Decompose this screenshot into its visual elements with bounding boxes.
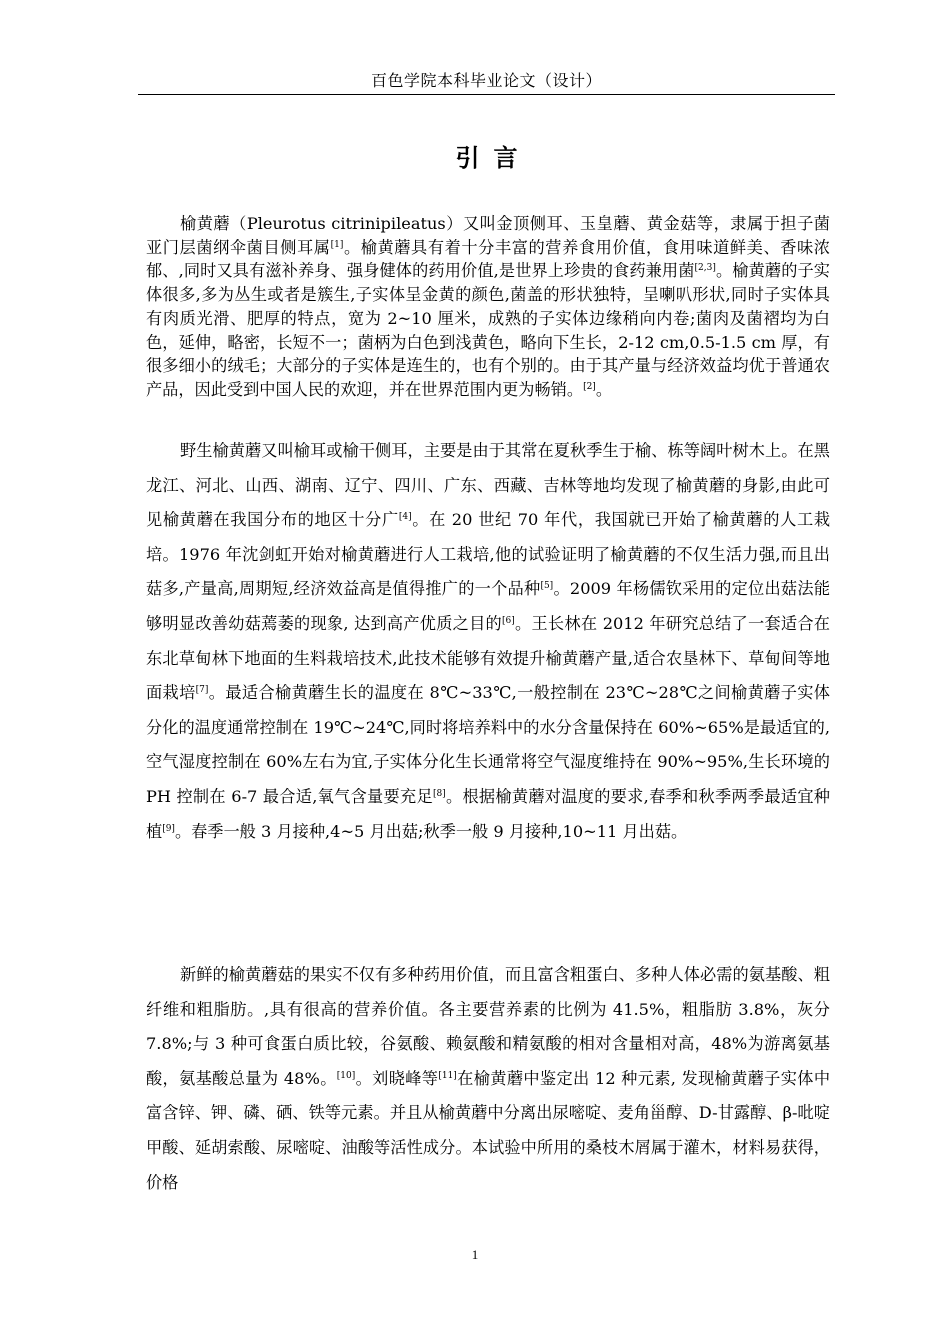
paragraph-introduction-1 [146, 212, 830, 402]
citation-marker: [7] [195, 685, 209, 696]
running-header: 百色学院本科毕业论文（设计） [138, 70, 835, 95]
citation-marker: [10] [336, 1070, 356, 1081]
text-run: 。 [595, 379, 612, 399]
text-run: 。春季一般 3 月接种,4~5 月出菇;秋季一般 9 月接种,10~11 月出菇。 [174, 821, 688, 841]
citation-marker: [6] [502, 615, 515, 626]
paragraph-introduction-3 [146, 958, 830, 1200]
text-run: 。榆黄蘑的子实体很多,多为丛生或者是簇生,子实体呈金黄的颜色,菌盖的形状独特，呈喇叭形状,同时子实体具有肉质光滑、肥厚的特点，宽为 2~10 厘米，成熟的子实体边缘稍向内卷;菌肉及菌褶均为白色，延伸，略密，长短不一；菌柄为白色到浅黄色，略向下生长，2-12 cm,0.5-1.5 cm 厚，有很多细小的绒毛；大部分的子实体是连生的，也有个别的。由于其产量与经济效益均优于普通农产品，因此受到中国人民的欢迎，并在世界范围内更为畅销。 [146, 261, 830, 399]
text-run: 。榆黄蘑具有着十分丰富的营养食用价值，食用味道鲜美、香味浓郁、,同时又具有滋补养身、强身健体的药用价值,是世界上珍贵的食药兼用菌 [146, 237, 830, 281]
citation-marker: [2,3] [694, 263, 716, 274]
text-run: 。刘晓峰等 [355, 1068, 439, 1088]
citation-marker: [8] [432, 788, 446, 799]
citation-marker: [9] [162, 823, 175, 834]
citation-marker: [2] [583, 381, 596, 392]
page-number: 1 [471, 1247, 479, 1262]
citation-marker: [1] [330, 239, 344, 250]
text-run: 。2009 年杨儒钦采用的定位出菇法能够明显改善幼菇蔫萎的现象, 达到高产优质之目的 [146, 579, 831, 633]
text-run: 野生榆黄蘑又叫榆耳或榆干侧耳，主要是由于其常在夏秋季生于榆、栋等阔叶树木上。在黑龙江、河北、山西、湖南、辽宁、四川、广东、西藏、吉林等地均发现了榆黄蘑的身影,由此可见榆黄蘑在我国分布的地区十分广 [146, 441, 830, 530]
text-run: 。在 20 世纪 70 年代，我国就已开始了榆黄蘑的人工栽培。1976 年沈剑虹开始对榆黄蘑进行人工栽培,他的试验证明了榆黄蘑的不仅生活力强,而且出菇多,产量高,周期短,经济效益高是值得推广的一个品种 [146, 510, 831, 599]
text-run: 。根据榆黄蘑对温度的要求,春季和秋季两季最适宜种植 [146, 786, 830, 841]
chapter-title: 引言 [455, 143, 532, 172]
text-run: 榆黄蘑（Pleurotus citrinipileatus）又叫金顶侧耳、玉皇蘑、黄金菇等，隶属于担子菌亚门层菌纲伞菌目侧耳属 [146, 214, 830, 257]
citation-marker: [5] [540, 581, 554, 592]
citation-marker: [11] [438, 1070, 457, 1081]
citation-marker: [4] [398, 512, 412, 523]
paragraph-introduction-2 [146, 434, 830, 849]
text-run: 。最适合榆黄蘑生长的温度在 8℃~33℃,一般控制在 23℃~28℃之间榆黄蘑子实体分化的温度通常控制在 19℃~24℃,同时将培养料中的水分含量保持在 60%~65%是最适宜的,空气湿度控制在 60%左右为宜,子实体分化生长通常将空气湿度维持在 90%~95%,生长环境的 PH 控制在 6-7 最合适,氧气含量要充足 [146, 683, 830, 806]
text-run: 在榆黄蘑中鉴定出 12 种元素, 发现榆黄蘑子实体中富含锌、钾、磷、硒、铁等元素。并且从榆黄蘑中分离出尿嘧啶、麦角甾醇、D-甘露醇、β-吡啶甲酸、延胡索酸、尿嘧啶、油酸等活性成分。本试验中所用的桑枝木屑属于灌木，材料易获得，价格 [146, 1068, 831, 1192]
text-run: 新鲜的榆黄蘑菇的果实不仅有多种药用价值，而且富含粗蛋白、多种人体必需的氨基酸、粗纤维和粗脂肪。,具有很高的营养价值。各主要营养素的比例为 41.5%，粗脂肪 3.8%，灰分 7.8%;与 3 种可食蛋白质比较，谷氨酸、赖氨酸和精氨酸的相对含量相对高，48%为游离氨基酸，氨基酸总量为 48%。 [146, 965, 830, 1088]
text-run: 。王长林在 2012 年研究总结了一套适合在东北草甸林下地面的生料栽培技术,此技术能够有效提升榆黄蘑产量,适合农垦林下、草甸间等地面栽培 [146, 613, 830, 703]
